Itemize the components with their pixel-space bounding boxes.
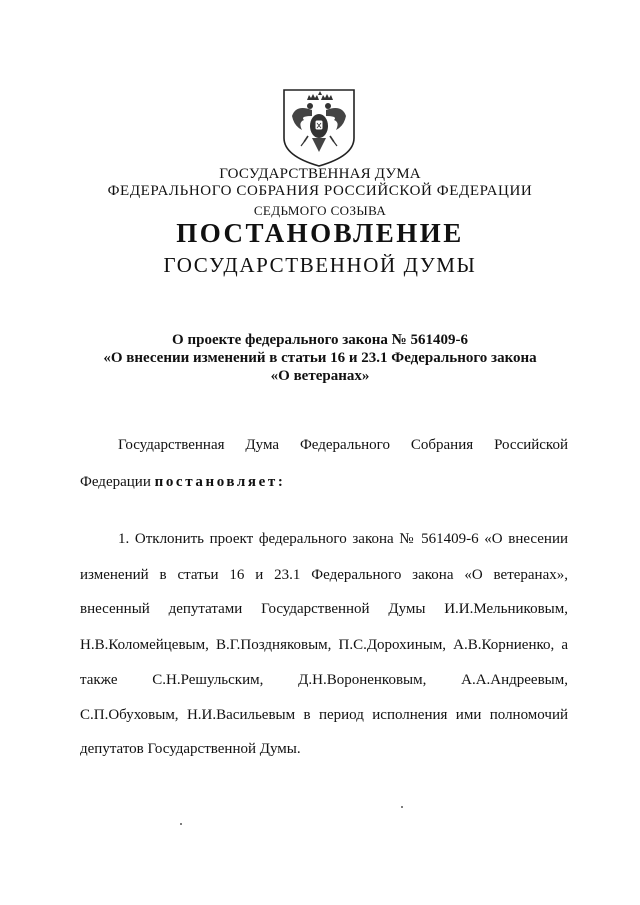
document-title-line: О проекте федерального закона № 561409-6	[172, 332, 468, 348]
document-type: ПОСТАНОВЛЕНИЕ	[176, 218, 464, 248]
preamble-line: Государственная Дума Федерального Собрания Российской	[118, 437, 568, 453]
clause-line: внесенный депутатами Государственной Думы И.И.Мельниковым,	[80, 601, 568, 617]
clause-line: изменений в статьи 16 и 23.1 Федерального закона «О ветеранах»,	[80, 567, 568, 583]
russian-coat-of-arms-icon	[274, 86, 364, 168]
scan-speck	[180, 823, 182, 825]
organization-name: ГОСУДАРСТВЕННАЯ ДУМА	[219, 166, 421, 182]
preamble-text: Федерации	[80, 474, 151, 490]
clause-line: 1. Отклонить проект федерального закона № 561409-6 «О внесении	[118, 531, 568, 547]
document-title-line: «О внесении изменений в статьи 16 и 23.1 Федерального закона	[103, 350, 537, 366]
preamble-line	[80, 474, 568, 491]
organization-parent: ФЕДЕРАЛЬНОГО СОБРАНИЯ РОССИЙСКОЙ ФЕДЕРАЦИИ	[107, 183, 533, 199]
convocation: СЕДЬМОГО СОЗЫВА	[253, 203, 387, 218]
clause-line: С.П.Обуховым, Н.И.Васильевым в период исполнения ими полномочий	[80, 707, 568, 723]
clause-line: депутатов Государственной Думы.	[80, 741, 301, 757]
document-title-line: «О ветеранах»	[270, 368, 370, 384]
document-subtype: ГОСУДАРСТВЕННОЙ ДУМЫ	[163, 253, 477, 277]
clause-line: Н.В.Коломейцевым, В.Г.Поздняковым, П.С.Дорохиным, А.В.Корниенко, а	[80, 637, 568, 653]
decision-verb: постановляет:	[154, 474, 286, 490]
clause-line: также С.Н.Решульским, Д.Н.Вороненковым, А.А.Андреевым,	[80, 672, 568, 688]
scan-speck	[401, 806, 403, 808]
